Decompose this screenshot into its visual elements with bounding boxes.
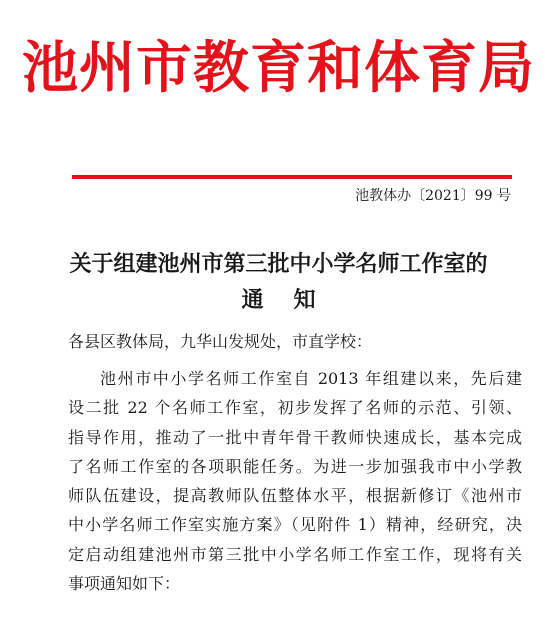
notice-title-char-2: 知 [293, 287, 316, 313]
notice-title-char-1: 通 [241, 287, 264, 313]
body-line: 设二批 22 个名师工作室，初步发挥了名师的示范、引领、 [68, 398, 522, 418]
masthead-title: 池州市教育和体育局 [22, 35, 535, 101]
salutation: 各县区教体局，九华山发规处，市直学校： [68, 332, 373, 351]
body-paragraph [68, 364, 522, 598]
notice-title-line-2 [0, 284, 557, 316]
document-number: 池教体办〔2021〕99 号 [355, 188, 511, 204]
body-line: 事项通知如下： [68, 574, 181, 594]
notice-title-line-1: 关于组建池州市第三批中小学名师工作室的 [69, 251, 488, 277]
body-line: 了名师工作室的各项职能任务。为进一步加强我市中小学教 [68, 456, 522, 476]
body-line: 定启动组建池州市第三批中小学名师工作室工作，现将有关 [68, 544, 522, 564]
body-line: 师队伍建设，提高教师队伍整体水平，根据新修订《池州市 [68, 486, 522, 506]
body-line: 池州市中小学名师工作室自 2013 年组建以来，先后建 [100, 369, 522, 388]
red-header-rule [72, 175, 512, 179]
body-line: 指导作用，推动了一批中青年骨干教师快速成长，基本完成 [68, 427, 522, 447]
body-line: 中小学名师工作室实施方案》（见附件 1）精神，经研究，决 [68, 515, 522, 535]
